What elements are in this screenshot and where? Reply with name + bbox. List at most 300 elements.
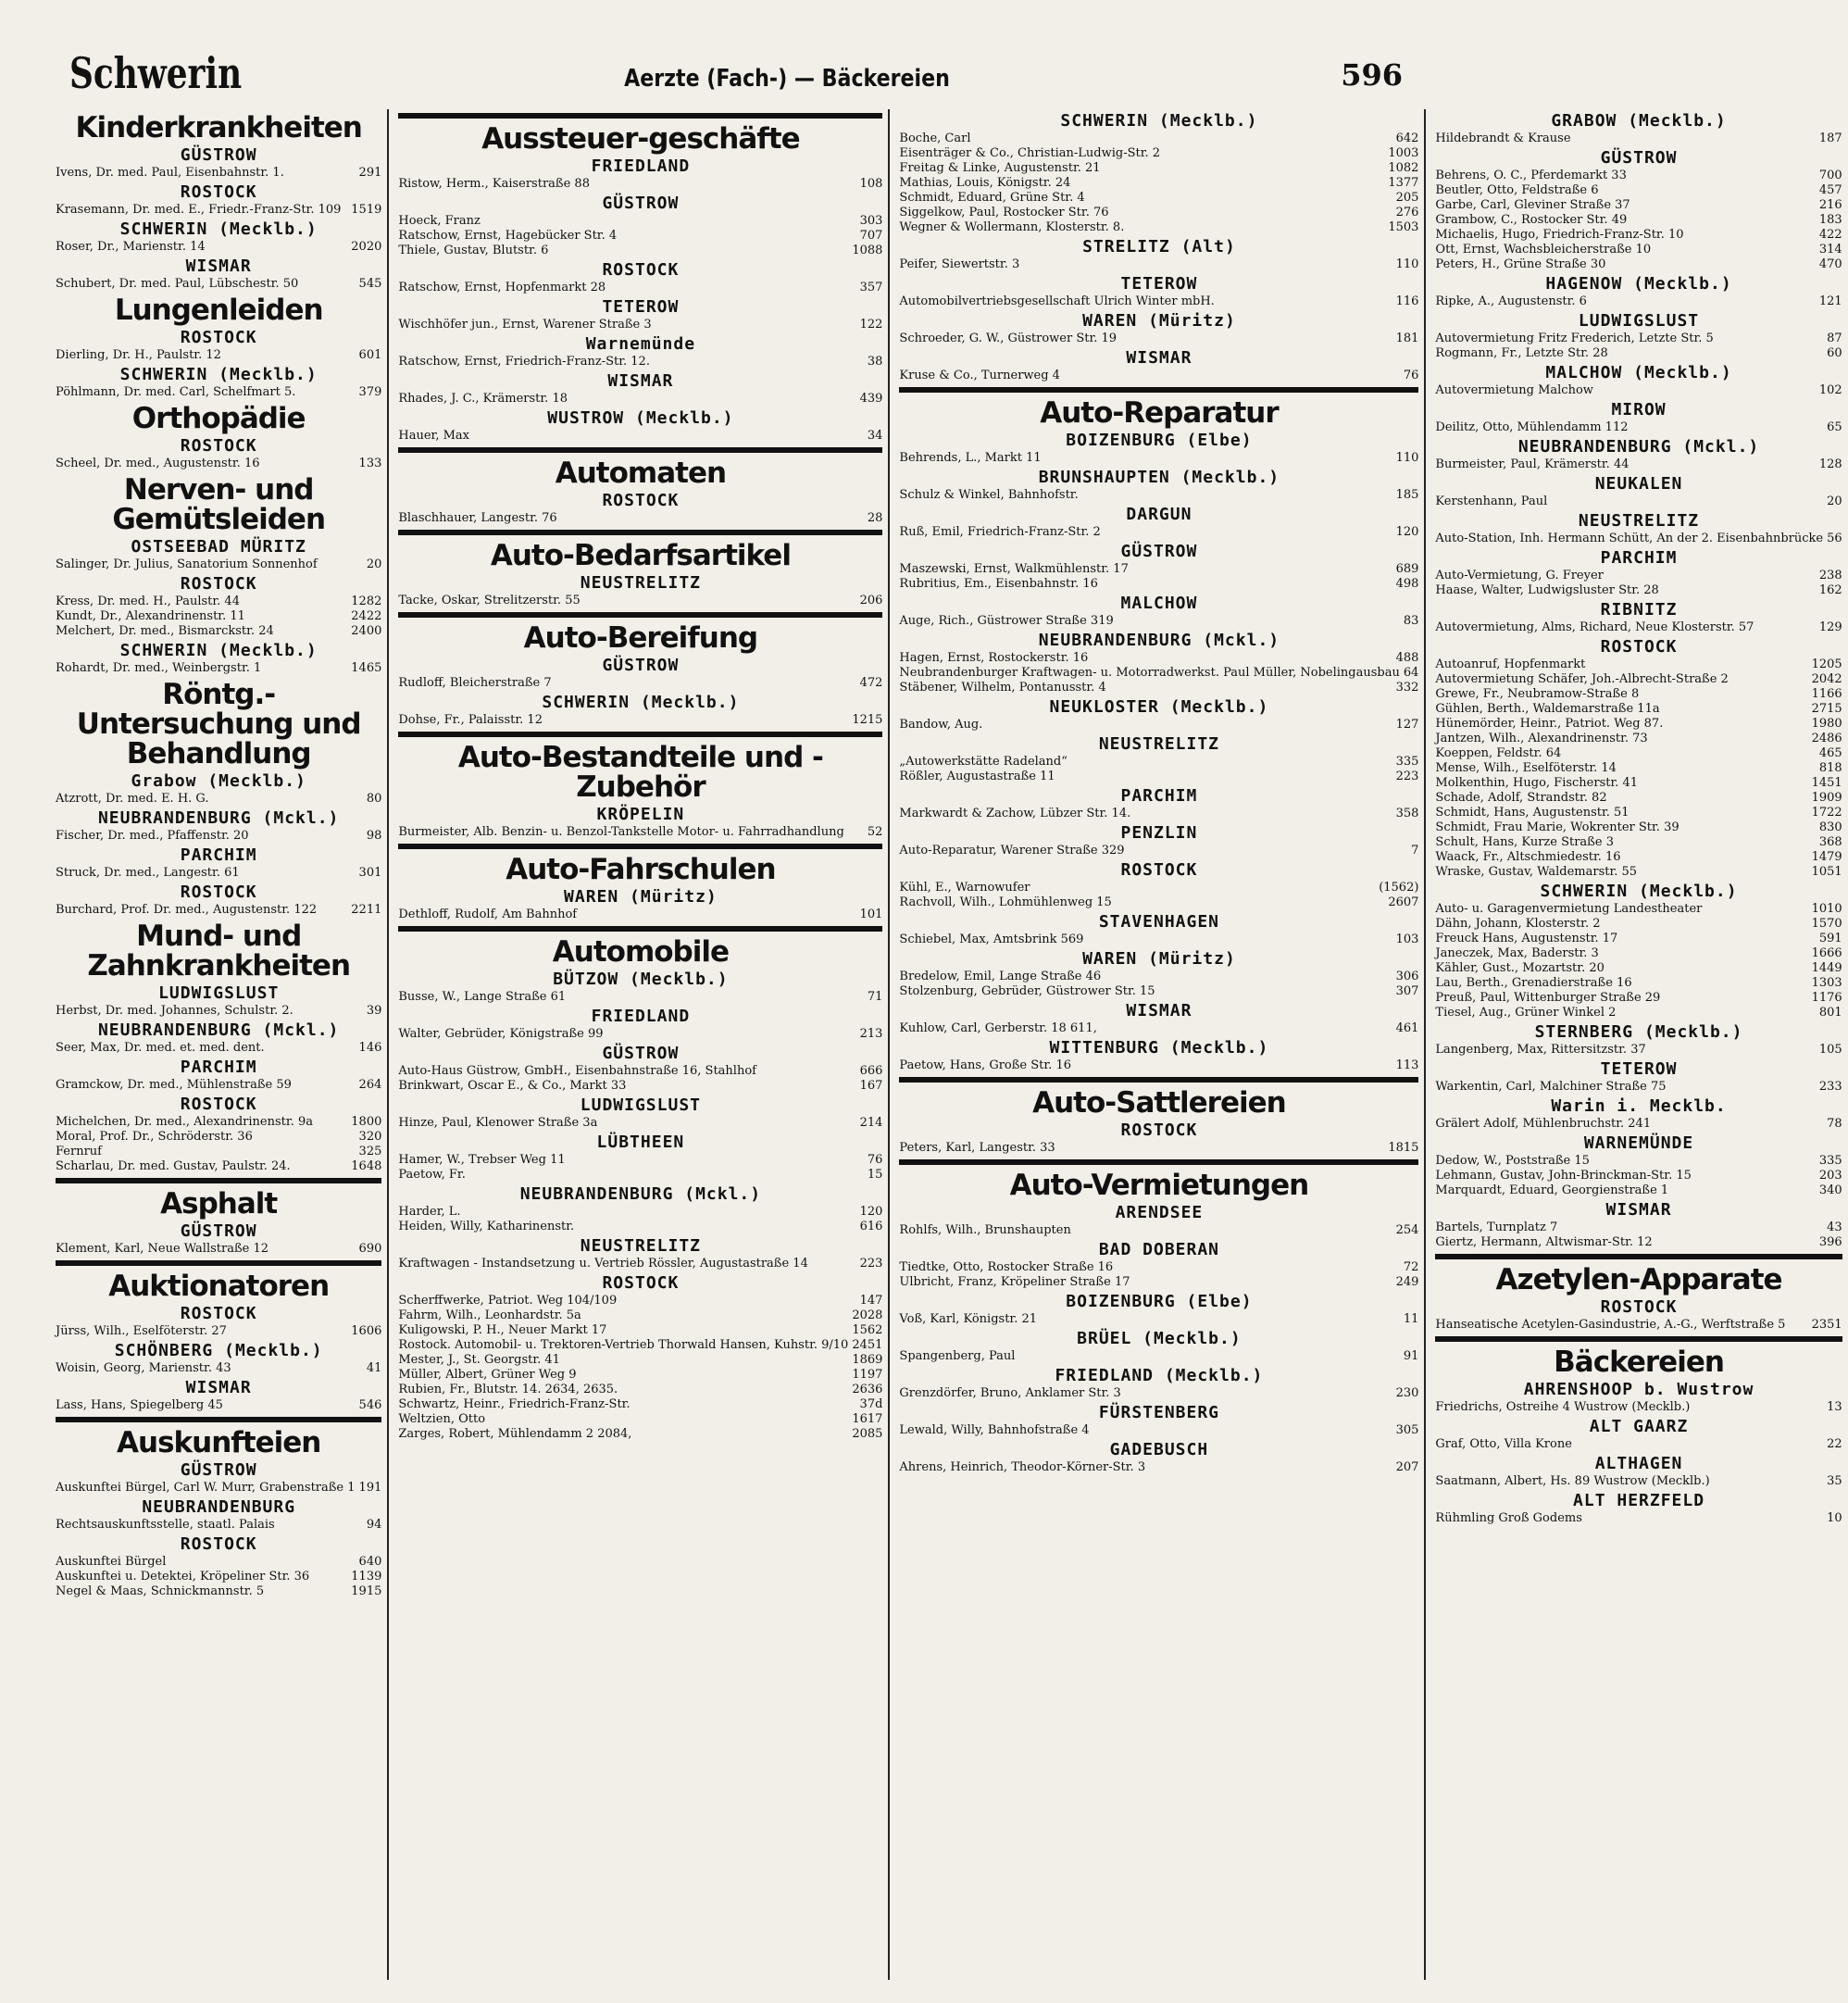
section-title: Auto-Bedarfsartikel: [398, 530, 882, 570]
entry-name: Autovermietung Fritz Frederich, Letzte Str. 5: [1435, 332, 1714, 345]
entry-phone: 56: [1827, 532, 1842, 545]
city-heading: STRELITZ (Alt): [1082, 237, 1236, 257]
directory-entry: [1435, 917, 1842, 932]
city-heading: NEUSTRELITZ: [1098, 734, 1220, 754]
entry-name: Scharlau, Dr. med. Gustav, Paulstr. 24.: [56, 1159, 291, 1173]
entry-name: Moral, Prof. Dr., Schröderstr. 36: [56, 1130, 253, 1144]
directory-entry: [56, 1159, 381, 1174]
entry-phone: 129: [1818, 620, 1842, 634]
entry-phone: 2085: [852, 1427, 883, 1441]
city-heading: SCHWERIN (Mecklb.): [542, 693, 740, 712]
entry-phone: 37d: [859, 1397, 883, 1411]
entry-phone: 1909: [1811, 791, 1842, 805]
directory-section: [899, 112, 1418, 383]
entry-phone: 1648: [351, 1159, 382, 1173]
directory-entry: [398, 1368, 882, 1383]
directory-entry: [398, 825, 882, 840]
directory-entry: [1435, 169, 1842, 183]
entry-phone: 335: [1818, 1154, 1842, 1168]
entry-phone: 276: [1395, 206, 1419, 219]
city-heading: GÜSTROW: [602, 656, 680, 675]
directory-entry: [899, 161, 1418, 176]
entry-phone: 203: [1818, 1169, 1842, 1183]
directory-entry: [1435, 1437, 1842, 1452]
directory-entry: [899, 146, 1418, 161]
directory-section: [398, 530, 882, 608]
entry-phone: 35: [1827, 1474, 1842, 1488]
city-heading: SCHÖNBERG (Mecklb.): [114, 1341, 323, 1360]
entry-phone: 133: [358, 457, 382, 470]
entry-name: Gühlen, Berth., Waldemarstraße 11a: [1435, 702, 1660, 716]
directory-entry: [56, 166, 381, 181]
directory-entry: [1435, 776, 1842, 791]
directory-entry: [56, 1518, 381, 1533]
entry-name: Schmidt, Hans, Augustenstr. 51: [1435, 806, 1629, 820]
city-heading: MALCHOW (Mecklb.): [1545, 363, 1732, 382]
entry-name: Spangenberg, Paul: [899, 1349, 1016, 1363]
directory-entry: [398, 1027, 882, 1042]
section-title: Azetylen-Apparate: [1435, 1254, 1842, 1295]
directory-entry: [398, 429, 882, 444]
city-heading: MALCHOW: [1120, 594, 1198, 613]
section-title: Kinderkrankheiten: [75, 111, 362, 144]
directory-entry: [398, 1079, 882, 1094]
entry-phone: 72: [1403, 1260, 1419, 1274]
city-heading: BRÜEL (Mecklb.): [1077, 1329, 1242, 1348]
directory-entry: [56, 903, 381, 918]
entry-name: Markwardt & Zachow, Lübzer Str. 14.: [899, 807, 1131, 820]
entry-phone: 357: [859, 281, 883, 294]
entry-name: Peifer, Siewertstr. 3: [899, 257, 1020, 271]
city-heading: ROSTOCK: [180, 574, 257, 594]
entry-phone: 20: [1827, 494, 1842, 508]
directory-entry: [899, 257, 1418, 272]
entry-phone: 498: [1395, 577, 1419, 591]
directory-entry: [56, 1555, 381, 1570]
directory-entry: [56, 1078, 381, 1093]
entry-name: Freuck Hans, Augustenstr. 17: [1435, 932, 1618, 945]
entry-name: Lehmann, Gustav, John-Brinckman-Str. 15: [1435, 1169, 1692, 1183]
city-heading: MIROW: [1611, 400, 1667, 419]
city-heading: ROSTOCK: [180, 1534, 257, 1554]
directory-entry: [1435, 532, 1842, 546]
directory-entry: [1435, 976, 1842, 991]
entry-phone: 110: [1395, 257, 1419, 271]
directory-entry: [56, 1324, 381, 1339]
entry-phone: 39: [366, 1004, 382, 1018]
city-heading: ROSTOCK: [180, 883, 257, 902]
entry-name: Ristow, Herm., Kaiserstraße 88: [398, 177, 590, 191]
directory-entry: [1435, 294, 1842, 309]
city-heading: NEUBRANDENBURG (Mckl.): [97, 1020, 340, 1040]
city-heading: KRÖPELIN: [596, 805, 685, 824]
city-heading: ROSTOCK: [180, 436, 257, 456]
directory-entry: [1435, 1318, 1842, 1333]
city-heading: ROSTOCK: [180, 328, 257, 347]
entry-name: Autovermietung Malchow: [1435, 383, 1593, 397]
city-heading: ROSTOCK: [180, 1304, 257, 1323]
entry-name: Dierling, Dr. H., Paulstr. 12: [56, 348, 221, 362]
entry-name: Rhades, J. C., Krämerstr. 18: [398, 392, 568, 406]
city-heading: PARCHIM: [180, 845, 257, 865]
entry-name: Burmeister, Paul, Krämerstr. 44: [1435, 457, 1629, 471]
city-heading: PARCHIM: [180, 1058, 257, 1077]
section-title: Auto-Reparatur: [899, 387, 1418, 428]
section-title: Auto-Fahrschulen: [398, 844, 882, 884]
entry-name: Burchard, Prof. Dr. med., Augustenstr. 122: [56, 903, 318, 917]
entry-name: Grälert Adolf, Mühlenbruchstr. 241: [1435, 1117, 1652, 1131]
directory-entry: [398, 1383, 882, 1397]
directory-section: [56, 113, 381, 292]
entry-name: Hauer, Max: [398, 429, 469, 443]
entry-phone: 1377: [1388, 176, 1419, 190]
directory-entry: [1435, 865, 1842, 880]
city-heading: NEUBRANDENBURG (Mckl.): [519, 1184, 762, 1204]
city-heading: FRIEDLAND (Mecklb.): [1055, 1366, 1264, 1385]
city-heading: SCHWERIN (Mecklb.): [1540, 882, 1738, 901]
directory-entry: [398, 1257, 882, 1271]
directory-entry: [1435, 213, 1842, 228]
city-heading: ROSTOCK: [180, 182, 257, 202]
city-heading: WAREN (Müritz): [1082, 311, 1236, 331]
entry-phone: 52: [867, 825, 883, 839]
entry-phone: 223: [859, 1257, 883, 1271]
directory-entry: [398, 1427, 882, 1442]
entry-phone: 1088: [852, 244, 883, 257]
city-heading: Warin i. Mecklb.: [1551, 1096, 1727, 1116]
entry-phone: 83: [1403, 614, 1419, 628]
entry-phone: 640: [358, 1555, 382, 1569]
entry-phone: 340: [1818, 1183, 1842, 1197]
header-range: Aerzte (Fach-) — Bäckereien: [624, 65, 950, 93]
entry-name: Tacke, Oskar, Strelitzerstr. 55: [398, 594, 581, 607]
entry-phone: 1562: [852, 1323, 883, 1337]
entry-name: Rubritius, Em., Eisenbahnstr. 16: [899, 577, 1098, 591]
entry-name: Tiedtke, Otto, Rostocker Straße 16: [899, 1260, 1114, 1274]
entry-name: Auskunftei u. Detektei, Kröpeliner Str. 36: [56, 1570, 310, 1584]
directory-entry: [899, 1021, 1418, 1036]
entry-phone: 101: [859, 908, 883, 921]
city-heading: PARCHIM: [1120, 786, 1198, 806]
entry-name: Voß, Karl, Königstr. 21: [899, 1312, 1038, 1326]
city-heading: ROSTOCK: [180, 1095, 257, 1114]
entry-name: Auto-Station, Inh. Hermann Schütt, An der 2. Eisenbahnbrücke: [1435, 532, 1824, 545]
directory-section: [1435, 1254, 1842, 1333]
entry-name: Ratschow, Ernst, Hopfenmarkt 28: [398, 281, 606, 294]
city-heading: HAGENOW (Mecklb.): [1545, 274, 1732, 294]
entry-name: Kress, Dr. med. H., Paulstr. 44: [56, 595, 240, 608]
entry-name: Autovermietung Schäfer, Joh.-Albrecht-Straße 2: [1435, 672, 1729, 686]
entry-name: Harder, L.: [398, 1205, 461, 1219]
directory-entry: [1435, 494, 1842, 509]
entry-name: Automobilvertriebsgesellschaft Ulrich Winter mbH.: [899, 294, 1215, 308]
directory-entry: [1435, 761, 1842, 776]
directory-section: [398, 732, 882, 840]
city-heading: LUDWIGSLUST: [158, 983, 280, 1003]
entry-phone: 307: [1395, 984, 1419, 998]
entry-name: Ruß, Emil, Friedrich-Franz-Str. 2: [899, 525, 1101, 539]
entry-phone: 15: [867, 1168, 883, 1182]
directory-entry: [56, 1570, 381, 1584]
entry-name: Ott, Ernst, Wachsbleicherstraße 10: [1435, 243, 1652, 257]
entry-phone: 105: [1818, 1043, 1842, 1057]
directory-entry: [56, 866, 381, 881]
entry-phone: 181: [1395, 332, 1419, 345]
directory-entry: [899, 191, 1418, 206]
city-heading: GÜSTROW: [602, 194, 680, 213]
entry-phone: 102: [1818, 383, 1842, 397]
directory-entry: [899, 1260, 1418, 1275]
directory-entry: [398, 1168, 882, 1183]
directory-entry: [899, 220, 1418, 235]
directory-entry: [899, 984, 1418, 999]
directory-entry: [1435, 1221, 1842, 1235]
entry-name: Ratschow, Ernst, Friedrich-Franz-Str. 12.: [398, 355, 650, 369]
entry-name: Kruse & Co., Turnerweg 4: [899, 369, 1060, 382]
entry-phone: 60: [1827, 346, 1842, 360]
entry-name: Ivens, Dr. med. Paul, Eisenbahnstr. 1.: [56, 166, 284, 180]
entry-name: Haase, Walter, Ludwigsluster Str. 28: [1435, 583, 1659, 597]
entry-name: Blaschhauer, Langestr. 76: [398, 511, 557, 525]
entry-phone: 818: [1818, 761, 1842, 775]
entry-name: Hünemörder, Heinr., Patriot. Weg 87.: [1435, 717, 1664, 731]
entry-name: Auskunftei Bürgel: [56, 1555, 167, 1569]
entry-name: Michaelis, Hugo, Friedrich-Franz-Str. 10: [1435, 228, 1684, 242]
directory-entry: [56, 1584, 381, 1599]
directory-entry: [899, 881, 1418, 895]
directory-entry: [398, 1323, 882, 1338]
entry-phone: 76: [1403, 369, 1419, 382]
entry-name: Grewe, Fr., Neubramow-Straße 8: [1435, 687, 1640, 701]
entry-name: Lewald, Willy, Bahnhofstraße 4: [899, 1423, 1090, 1437]
entry-phone: 1197: [852, 1368, 883, 1382]
directory-section: [398, 926, 882, 1442]
entry-phone: 1449: [1811, 961, 1842, 975]
city-heading: WAREN (Müritz): [1082, 949, 1236, 969]
directory-entry: [56, 829, 381, 844]
directory-section: [398, 113, 882, 444]
entry-phone: 690: [358, 1242, 382, 1256]
city-heading: GÜSTROW: [602, 1044, 680, 1063]
entry-name: Rostock. Automobil- u. Trektoren-Vertrieb Thorwald Hansen, Kuhstr. 9/10: [398, 1338, 849, 1352]
entry-phone: 439: [859, 392, 883, 406]
directory-entry: [1435, 1080, 1842, 1095]
entry-phone: 1303: [1811, 976, 1842, 990]
directory-entry: [899, 451, 1418, 466]
city-heading: BOIZENBURG (Elbe): [1066, 1292, 1253, 1311]
directory-entry: [1435, 183, 1842, 198]
entry-phone: 2020: [351, 240, 382, 254]
entry-phone: 1503: [1388, 220, 1419, 234]
entry-name: Grambow, C., Rostocker Str. 49: [1435, 213, 1628, 227]
entry-phone: 147: [859, 1294, 883, 1308]
entry-phone: 34: [867, 429, 883, 443]
entry-phone: 1570: [1811, 917, 1842, 931]
entry-name: Maszewski, Ernst, Walkmühlenstr. 17: [899, 562, 1129, 576]
directory-entry: [1435, 902, 1842, 917]
city-heading: LUDWIGSLUST: [580, 1095, 701, 1115]
entry-name: Beutler, Otto, Feldstraße 6: [1435, 183, 1599, 197]
directory-entry: [899, 895, 1418, 910]
entry-phone: 122: [859, 318, 883, 332]
directory-entry: [56, 1242, 381, 1257]
directory-entry: [1435, 835, 1842, 850]
entry-phone: 396: [1818, 1235, 1842, 1249]
directory-entry: [398, 244, 882, 258]
directory-entry: [56, 792, 381, 807]
city-heading: WISMAR: [185, 257, 252, 276]
directory-entry: [899, 1312, 1418, 1327]
city-heading: Grabow (Mecklb.): [131, 771, 306, 791]
entry-name: Siggelkow, Paul, Rostocker Str. 76: [899, 206, 1109, 219]
entry-phone: 1617: [852, 1412, 883, 1426]
entry-phone: 457: [1818, 183, 1842, 197]
city-heading: TETEROW: [1120, 274, 1198, 294]
directory-entry: [1435, 672, 1842, 687]
city-heading: BAD DOBERAN: [1098, 1240, 1220, 1259]
entry-phone: 301: [358, 866, 382, 880]
entry-name: Waack, Fr., Altschmiedestr. 16: [1435, 850, 1621, 864]
entry-phone: 306: [1395, 970, 1419, 983]
directory-entry: [398, 1064, 882, 1079]
entry-name: Woisin, Georg, Marienstr. 43: [56, 1361, 231, 1375]
city-heading: NEUKLOSTER (Mecklb.): [1049, 697, 1269, 717]
directory-entry: [899, 651, 1418, 666]
entry-name: Giertz, Hermann, Altwismar-Str. 12: [1435, 1235, 1653, 1249]
directory-entry: [899, 1058, 1418, 1073]
section-title: Auto-Sattlereien: [899, 1077, 1418, 1118]
entry-name: Auge, Rich., Güstrower Straße 319: [899, 614, 1114, 628]
entry-name: Stolzenburg, Gebrüder, Güstrower Str. 15: [899, 984, 1155, 998]
entry-name: Weltzien, Otto: [398, 1412, 486, 1426]
city-heading: TETEROW: [1600, 1059, 1678, 1079]
entry-phone: 214: [859, 1116, 883, 1130]
directory-entry: [899, 131, 1418, 146]
section-title: Automaten: [398, 447, 882, 488]
directory-entry: [899, 1386, 1418, 1401]
entry-phone: 2422: [351, 609, 382, 623]
page-number: 596: [1341, 57, 1403, 93]
entry-name: Hamer, W., Trebser Weg 11: [398, 1153, 566, 1167]
city-heading: GÜSTROW: [1600, 148, 1678, 168]
entry-name: Hagen, Ernst, Rostockerstr. 16: [899, 651, 1089, 665]
entry-phone: 1215: [852, 713, 883, 727]
entry-name: Tiesel, Aug., Grüner Winkel 2: [1435, 1006, 1617, 1020]
entry-phone: 325: [358, 1145, 382, 1158]
entry-phone: 233: [1818, 1080, 1842, 1094]
entry-phone: 2211: [351, 903, 382, 917]
entry-phone: 121: [1818, 294, 1842, 308]
entry-phone: 1869: [852, 1353, 883, 1367]
entry-phone: 545: [358, 277, 382, 291]
entry-name: Dethloff, Rudolf, Am Bahnhof: [398, 908, 578, 921]
entry-name: Pöhlmann, Dr. med. Carl, Schelfmart 5.: [56, 385, 296, 399]
directory-entry: [1435, 991, 1842, 1006]
directory-section: [56, 1260, 381, 1413]
entry-phone: 1666: [1811, 946, 1842, 960]
entry-phone: 10: [1827, 1511, 1842, 1525]
directory-entry: [56, 1145, 381, 1159]
city-heading: NEUSTRELITZ: [580, 1236, 701, 1256]
city-heading: WISMAR: [1605, 1200, 1672, 1220]
entry-name: Schmidt, Frau Marie, Wokrenter Str. 39: [1435, 820, 1679, 834]
directory-section: [56, 1178, 381, 1257]
entry-phone: 22: [1827, 1437, 1842, 1451]
directory-column: [899, 109, 1426, 1980]
entry-name: Hoeck, Franz: [398, 214, 481, 228]
directory-entry: [398, 229, 882, 244]
directory-entry: [1435, 257, 1842, 272]
city-heading: ROSTOCK: [1120, 860, 1198, 880]
entry-phone: 41: [366, 1361, 382, 1375]
directory-entry: [1435, 131, 1842, 146]
entry-phone: 183: [1818, 213, 1842, 227]
city-heading: WARNEMÜNDE: [1583, 1133, 1694, 1153]
section-title: Auto-Bereifung: [398, 612, 882, 653]
entry-phone: 185: [1395, 488, 1419, 502]
city-heading: WISMAR: [185, 1378, 252, 1397]
entry-name: Bandow, Aug.: [899, 718, 983, 732]
directory-section: [56, 404, 381, 471]
directory-entry: [56, 557, 381, 572]
city-heading: ROSTOCK: [1600, 1297, 1678, 1317]
directory-columns: [56, 109, 1842, 1980]
entry-phone: 206: [859, 594, 883, 607]
entry-name: Fahrm, Wilh., Leonhardstr. 5a: [398, 1308, 581, 1322]
entry-phone: 1003: [1388, 146, 1419, 160]
entry-name: Roser, Dr., Marienstr. 14: [56, 240, 206, 254]
entry-name: Seer, Max, Dr. med. et. med. dent.: [56, 1041, 265, 1055]
directory-section: [56, 921, 381, 1174]
entry-name: Janeczek, Max, Baderstr. 3: [1435, 946, 1599, 960]
entry-name: Schroeder, G. W., Güstrower Str. 19: [899, 332, 1118, 345]
directory-entry: [899, 369, 1418, 383]
entry-name: Salinger, Dr. Julius, Sanatorium Sonnenhof: [56, 557, 318, 571]
city-heading: ROSTOCK: [602, 260, 680, 280]
entry-phone: 13: [1827, 1400, 1842, 1414]
directory-column: [1435, 109, 1847, 1980]
entry-name: Schubert, Dr. med. Paul, Lübschestr. 50: [56, 277, 299, 291]
entry-phone: 71: [867, 990, 883, 1004]
entry-name: Dähn, Johann, Klosterstr. 2: [1435, 917, 1601, 931]
entry-phone: 20: [366, 557, 382, 571]
directory-section: [899, 1077, 1418, 1156]
entry-phone: 187: [1818, 131, 1842, 145]
entry-name: Kuhlow, Carl, Gerberstr. 18 611,: [899, 1021, 1097, 1035]
entry-phone: 1980: [1811, 717, 1842, 731]
entry-phone: 2607: [1388, 895, 1419, 909]
entry-name: Rudloff, Bleicherstraße 7: [398, 676, 552, 690]
directory-entry: [1435, 961, 1842, 976]
section-title: Lungenleiden: [114, 294, 323, 327]
directory-entry: [899, 718, 1418, 732]
entry-phone: 1451: [1811, 776, 1842, 790]
entry-name: Dohse, Fr., Palaisstr. 12: [398, 713, 543, 727]
city-heading: BÜTZOW (Mecklb.): [553, 970, 729, 989]
entry-phone: 128: [1818, 457, 1842, 471]
entry-name: Marquardt, Eduard, Georgienstraße 1: [1435, 1183, 1669, 1197]
directory-entry: [398, 1116, 882, 1131]
directory-entry: [398, 511, 882, 526]
entry-name: Kraftwagen - Instandsetzung u. Vertrieb Rössler, Augustastraße 14: [398, 1257, 808, 1271]
entry-name: Thiele, Gustav, Blutstr. 6: [398, 244, 549, 257]
directory-entry: [899, 577, 1418, 592]
entry-name: Paetow, Fr.: [398, 1168, 466, 1182]
entry-name: Deilitz, Otto, Mühlendamm 112: [1435, 420, 1629, 434]
entry-phone: 707: [859, 229, 883, 243]
entry-name: Lau, Berth., Grenadierstraße 16: [1435, 976, 1632, 990]
entry-name: Garbe, Carl, Gleviner Straße 37: [1435, 198, 1630, 212]
